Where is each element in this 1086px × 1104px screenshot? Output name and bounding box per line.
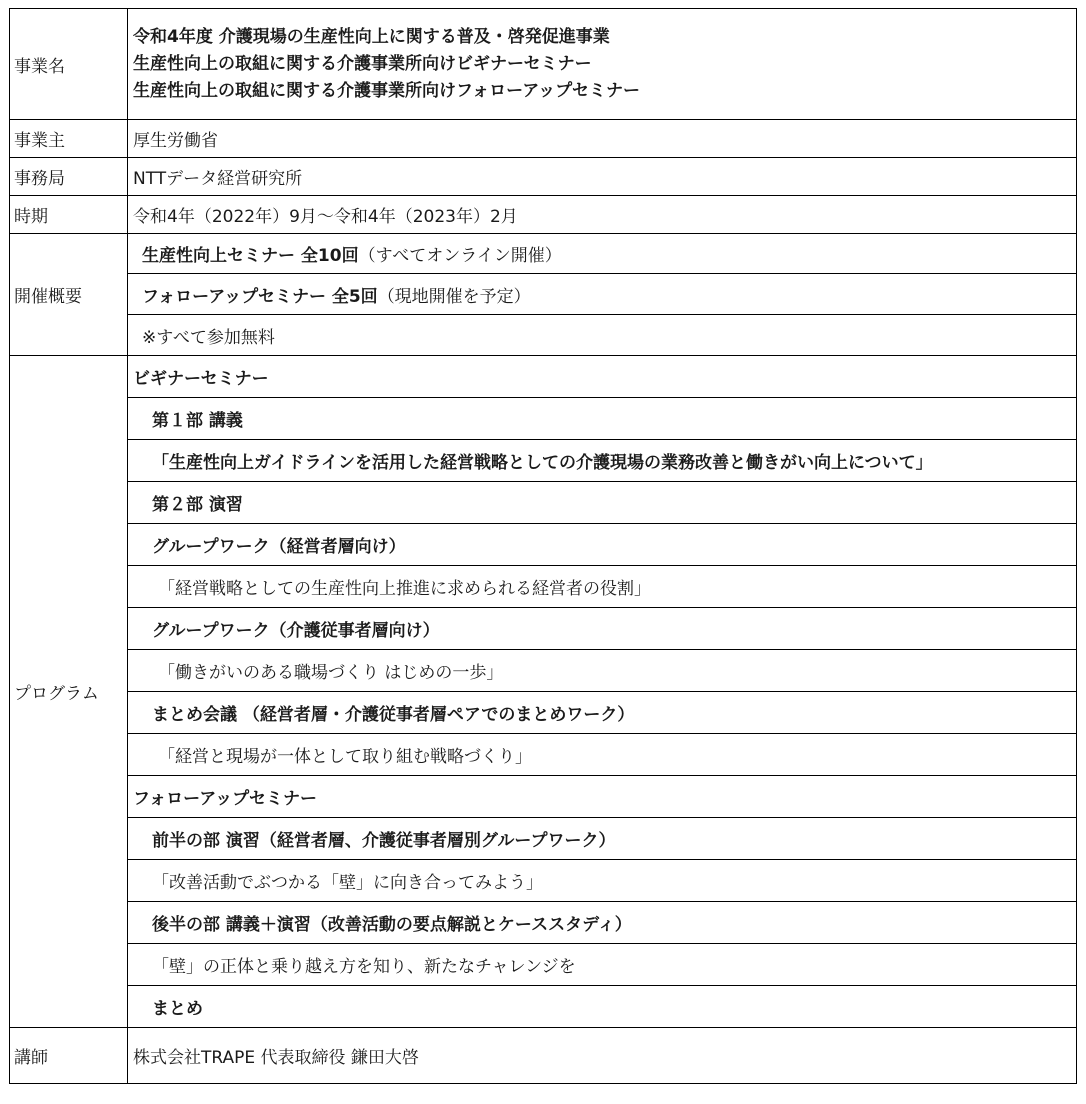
overview-label: 開催概要 [10, 234, 128, 356]
program-item: 第１部 講義 [128, 398, 1077, 440]
row-program [10, 902, 1077, 944]
row-business-name [10, 9, 1077, 120]
row-program [10, 776, 1077, 818]
program-item: 「経営と現場が一体として取り組む戦略づくり」 [128, 734, 1077, 776]
business-name-label: 事業名 [10, 9, 128, 120]
program-item: まとめ [128, 986, 1077, 1028]
row-program [10, 356, 1077, 398]
overview-item-note: （すべてオンライン開催） [358, 246, 562, 266]
program-item: 前半の部 演習（経営者層、介護従事者層別グループワーク） [128, 818, 1077, 860]
sponsor-value: 厚生労働省 [128, 120, 1077, 158]
row-overview [10, 315, 1077, 356]
period-label: 時期 [10, 196, 128, 234]
row-program [10, 524, 1077, 566]
program-item: グループワーク（介護従事者層向け） [128, 608, 1077, 650]
row-program [10, 734, 1077, 776]
overview-item-bold: 生産性向上セミナー 全10回 [142, 246, 359, 266]
sponsor-label: 事業主 [10, 120, 128, 158]
program-item: 「働きがいのある職場づくり はじめの一歩」 [128, 650, 1077, 692]
row-overview [10, 274, 1077, 315]
row-secretariat [10, 158, 1077, 196]
program-item: グループワーク（経営者層向け） [128, 524, 1077, 566]
program-item: まとめ会議 （経営者層・介護従事者層ペアでのまとめワーク） [128, 692, 1077, 734]
row-program [10, 692, 1077, 734]
overview-item-note: ※すべて参加無料 [142, 327, 275, 348]
row-program [10, 860, 1077, 902]
program-item: フォローアップセミナー [128, 776, 1077, 818]
secretariat-label: 事務局 [10, 158, 128, 196]
seminar-info-table [9, 8, 1077, 1084]
secretariat-value: NTTデータ経営研究所 [128, 158, 1077, 196]
program-item: 「経営戦略としての生産性向上推進に求められる経営者の役割」 [128, 566, 1077, 608]
program-item: ビギナーセミナー [128, 356, 1077, 398]
overview-item [128, 315, 1077, 356]
overview-item-bold: フォローアップセミナー 全5回 [142, 286, 378, 307]
row-lecturer [10, 1028, 1077, 1084]
program-item: 「生産性向上ガイドラインを活用した経営戦略としての介護現場の業務改善と働きがい向上について」 [128, 440, 1077, 482]
program-item: 第２部 演習 [128, 482, 1077, 524]
row-program [10, 398, 1077, 440]
lecturer-value: 株式会社TRAPE 代表取締役 鎌田大啓 [128, 1028, 1077, 1084]
row-sponsor [10, 120, 1077, 158]
row-program [10, 440, 1077, 482]
row-program [10, 482, 1077, 524]
overview-item [128, 234, 1077, 274]
row-period [10, 196, 1077, 234]
row-program [10, 818, 1077, 860]
row-program [10, 650, 1077, 692]
program-item: 「壁」の正体と乗り越え方を知り、新たなチャレンジを [128, 944, 1077, 986]
business-name-line: 令和4年度 介護現場の生産性向上に関する普及・啓発促進事業 [133, 26, 610, 47]
lecturer-label: 講師 [10, 1028, 128, 1084]
program-label: プログラム [10, 356, 128, 1028]
row-overview [10, 234, 1077, 274]
row-program [10, 944, 1077, 986]
overview-item [128, 274, 1077, 315]
program-item: 後半の部 講義＋演習（改善活動の要点解説とケーススタディ） [128, 902, 1077, 944]
row-program [10, 986, 1077, 1028]
business-name-line: 生産性向上の取組に関する介護事業所向けフォローアップセミナー [133, 80, 640, 101]
business-name-value [128, 9, 1077, 120]
program-item: 「改善活動でぶつかる「壁」に向き合ってみよう」 [128, 860, 1077, 902]
period-value: 令和4年（2022年）9月〜令和4年（2023年）2月 [128, 196, 1077, 234]
row-program [10, 566, 1077, 608]
overview-item-note: （現地開催を予定） [377, 286, 531, 307]
business-name-line: 生産性向上の取組に関する介護事業所向けビギナーセミナー [133, 53, 592, 74]
row-program [10, 608, 1077, 650]
